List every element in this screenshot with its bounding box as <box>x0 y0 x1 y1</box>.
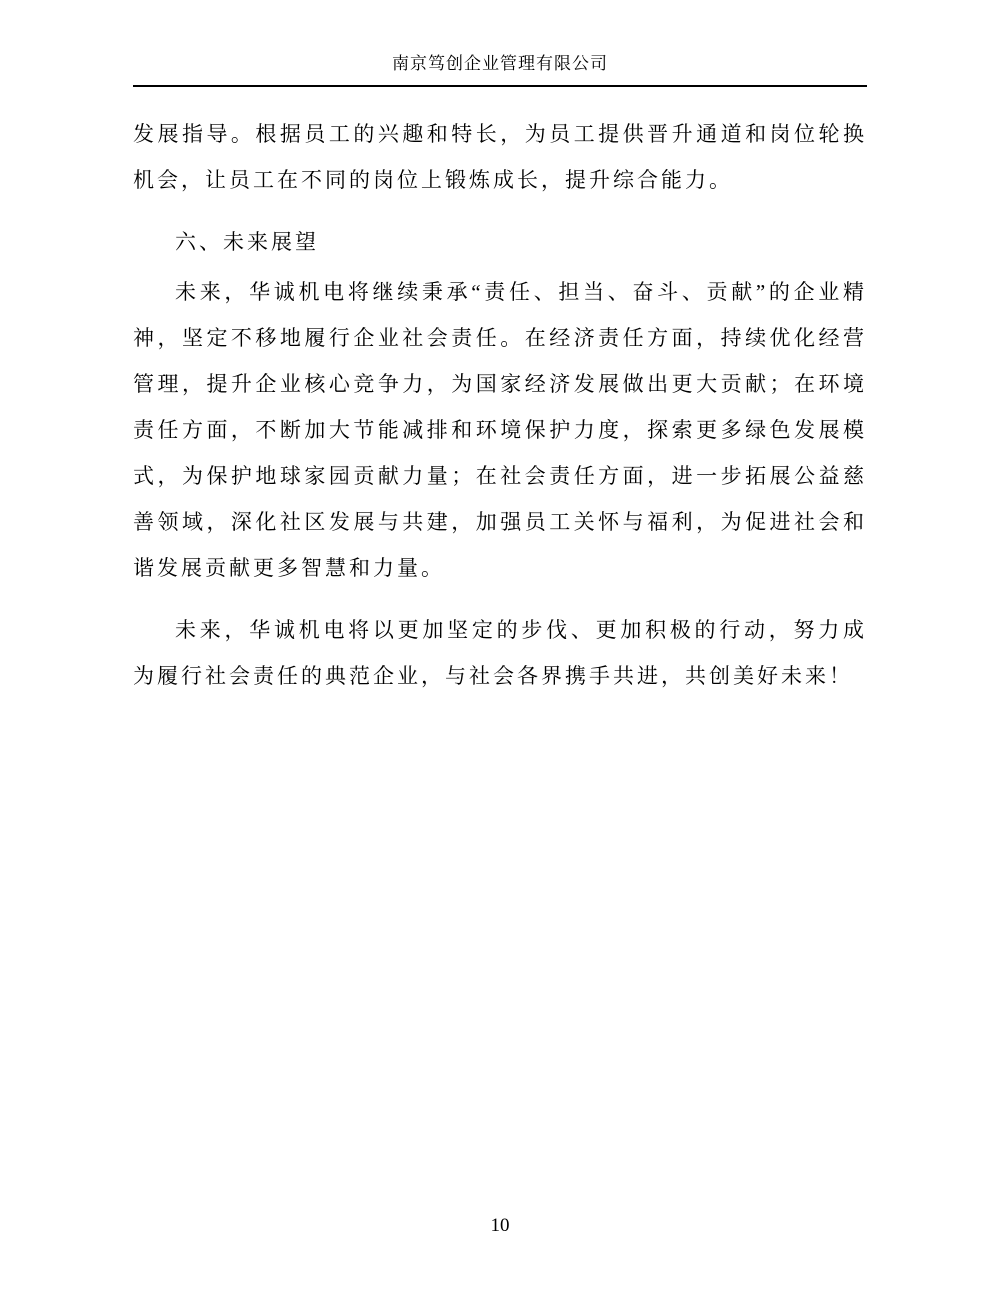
paragraph-continuation: 发展指导。根据员工的兴趣和特长，为员工提供晋升通道和岗位轮换机会，让员工在不同的岗位上锻炼成长，提升综合能力。 <box>133 122 867 192</box>
section-heading: 六、未来展望 <box>175 230 319 254</box>
paragraph: 未来，华诚机电将继续秉承“责任、担当、奋斗、贡献”的企业精神，坚定不移地履行企业社会责任。在经济责任方面，持续优化经营管理，提升企业核心竞争力，为国家经济发展做出更大贡献；在环境责任方面，不断加大节能减排和环境保护力度，探索更多绿色发展模式，为保护地球家园贡献力量；在社会责任方面，进一步拓展公益慈善领域，深化社区发展与共建，加强员工关怀与福利，为促进社会和谐发展贡献更多智慧和力量。 <box>133 280 867 580</box>
page-footer <box>0 1214 1000 1238</box>
page-header <box>133 52 867 87</box>
page-number: 10 <box>490 1215 510 1236</box>
document-body <box>133 111 867 699</box>
header-title: 南京笃创企业管理有限公司 <box>392 54 608 73</box>
paragraph: 未来，华诚机电将以更加坚定的步伐、更加积极的行动，努力成为履行社会责任的典范企业，与社会各界携手共进，共创美好未来！ <box>133 618 867 688</box>
